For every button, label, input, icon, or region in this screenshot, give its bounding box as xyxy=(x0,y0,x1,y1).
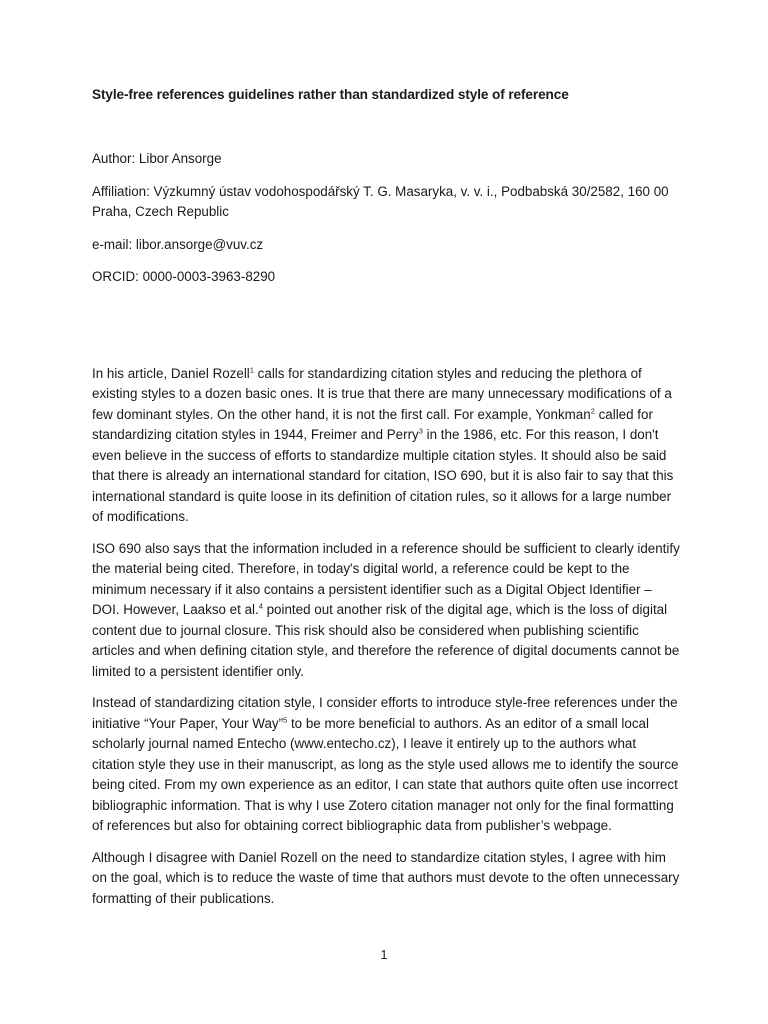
orcid-line: ORCID: 0000-0003-3963-8290 xyxy=(92,269,276,284)
page-content xyxy=(92,85,682,920)
paragraph-1-text-2: calls for standardizing citation styles and reducing the plethora of existing styles to a dozen basic ones. It is true that there are many unnecessary modifications of a few dominant styles. On the other hand, it is not the first call. For example, Yonkman xyxy=(92,365,672,422)
body-text xyxy=(92,364,682,910)
paragraph-4 xyxy=(92,848,682,910)
paragraph-1-text-3: called for standardizing citation styles in 1944, Freimer and Perry xyxy=(92,406,653,442)
author-line: Author: Libor Ansorge xyxy=(92,151,222,166)
footnote-ref-2: 2 xyxy=(590,406,595,416)
paragraph-1-text-1: In his article, Daniel Rozell xyxy=(92,365,250,381)
footnote-ref-3: 3 xyxy=(418,426,423,436)
document-title: Style-free references guidelines rather than standardized style of reference xyxy=(92,87,569,102)
email-line: e-mail: libor.ansorge@vuv.cz xyxy=(92,236,264,252)
paragraph-3-text-1: Instead of standardizing citation style, I consider efforts to introduce style-free references under the initiative “Your Paper, Your Way” xyxy=(92,695,678,731)
footnote-ref-5: 5 xyxy=(283,715,288,725)
paragraph-2-text-2: pointed out another risk of the digital age, which is the loss of digital content due to journal closure. This risk should also be considered when publishing scientific articles and when defining citation style, and therefore the reference of digital documents cannot be limited to a persistent identifier only. xyxy=(92,602,680,679)
footnote-ref-4: 4 xyxy=(258,601,263,611)
paragraph-4-text-1: Although I disagree with Daniel Rozell on the need to standardize citation styles, I agree with him on the goal, which is to reduce the waste of time that authors must devote to the often unnecessary formatting of their publications. xyxy=(92,849,680,906)
paragraph-3 xyxy=(92,693,682,837)
footnote-ref-1: 1 xyxy=(249,365,254,375)
page-number: 1 xyxy=(380,948,388,962)
paragraph-3-text-2: to be more beneficial to authors. As an editor of a small local scholarly journal named Entecho (www.entecho.cz), I leave it entirely up to the authors what citation style they use in their manuscript, as long as the style used allows me to identify the source being cited. From my own experience as an editor, I can state that authors quite often use incorrect bibliographic information. That is why I use Zotero citation manager not only for the final formatting of references but also for obtaining correct bibliographic data from publisher’s webpage. xyxy=(92,715,679,833)
paragraph-1-text-4: in the 1986, etc. For this reason, I don't even believe in the success of efforts to standardize multiple citation styles. It should also be said that there is already an international standard for citation, ISO 690, but it is also fair to say that this international standard is quite loose in its definition of citation rules, so it allows for a large number of modifications. xyxy=(92,427,674,524)
paragraph-2-text-1: ISO 690 also says that the information included in a reference should be sufficient to clearly identify the material being cited. Therefore, in today's digital world, a reference could be kept to the minimum necessary if it also contains a persistent identifier such as a Digital Object Identifier – DOI. However, Laakso et al. xyxy=(92,540,680,617)
affiliation-line: Affiliation: Výzkumný ústav vodohospodářský T. G. Masaryka, v. v. i., Podbabská 30/2582, 160 00 Praha, Czech Republic xyxy=(92,183,669,219)
paragraph-1 xyxy=(92,364,682,528)
paragraph-2 xyxy=(92,539,682,683)
